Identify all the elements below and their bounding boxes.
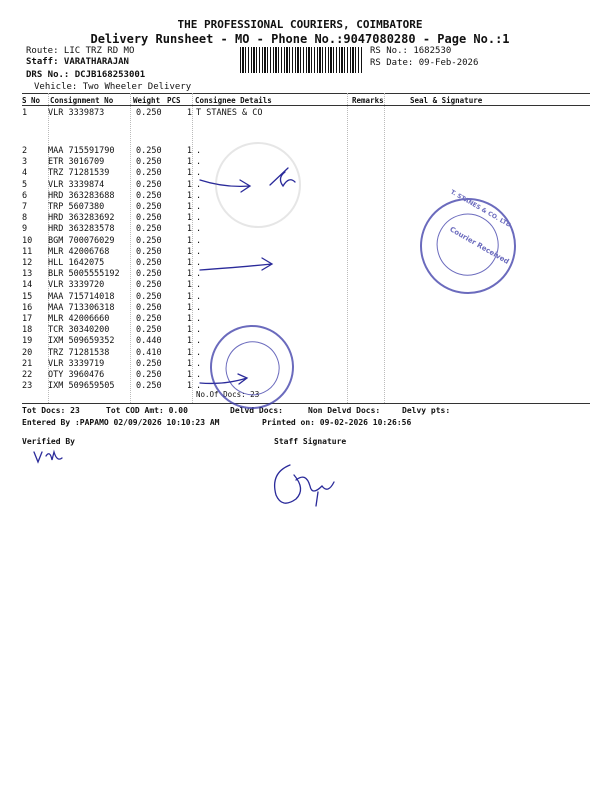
row-sno: 8 (22, 213, 28, 224)
row-consignment: MLR 42006768 (48, 246, 110, 257)
row-consignment: HRD 363283688 (48, 190, 115, 201)
col-remarks: Remarks (352, 96, 384, 105)
col-weight: Weight (133, 96, 161, 105)
row-sno: 9 (22, 224, 28, 235)
rs-date: RS Date: 09-Feb-2026 (370, 58, 479, 68)
row-sno: 4 (22, 168, 28, 179)
row-pcs: 1 (186, 246, 192, 257)
row-sno: 14 (22, 280, 33, 291)
row-pcs: 1 (186, 179, 192, 190)
row-weight: 0.250 (136, 213, 162, 224)
row-consignment: HLL 1642075 (48, 258, 105, 269)
row-sno: 16 (22, 302, 33, 313)
row-weight: 0.250 (136, 235, 162, 246)
signature-icon (275, 465, 334, 506)
row-consignee: . (196, 213, 202, 224)
row-consignment: HRD 363283578 (48, 224, 115, 235)
row-weight: 0.250 (136, 157, 162, 168)
row-consignment: BLR 5005555192 (48, 269, 120, 280)
row-pcs: 1 (186, 291, 192, 302)
row-consignee: . (196, 190, 202, 201)
stamp-company: T. STANES & CO. LTD. (449, 188, 515, 231)
row-weight: 0.250 (136, 358, 162, 369)
row-consignment: HRD 363283692 (48, 213, 115, 224)
delivered-docs: Delvd Docs: (230, 406, 283, 415)
stamp-text: Courier Received (448, 225, 511, 266)
vehicle-label: Vehicle: Two Wheeler Delivery (34, 82, 192, 92)
row-consignment: MAA 715591790 (48, 146, 115, 156)
staff-label: Staff: VARATHARAJAN (26, 57, 129, 67)
row-consignment: IXM 509659505 (48, 381, 115, 392)
row-weight: 0.250 (136, 168, 162, 179)
col-seal: Seal & Signature (410, 96, 483, 105)
entered-by: Entered By :PAPAMO 02/09/2026 10:10:23 AM (22, 418, 220, 427)
runsheet-title: Delivery Runsheet - MO - Phone No.:9047080280 - Page No.:1 (90, 32, 510, 46)
row-sno: 23 (22, 381, 33, 392)
row-pcs: 1 (186, 336, 192, 347)
row-consignment: MLR 42006660 (48, 314, 110, 325)
row-pcs: 1 (186, 347, 192, 358)
delivery-points: Delvy pts: (402, 406, 451, 415)
printed-on: Printed on: 09-02-2026 10:26:56 (262, 418, 412, 427)
no-of-docs: No.Of Docs: 23 (196, 390, 260, 399)
row-pcs: 1 (186, 235, 192, 246)
row-sno: 11 (22, 246, 33, 257)
row-consignment: TCR 30340200 (48, 325, 110, 336)
row-sno: 10 (22, 235, 33, 246)
faded-stamp (215, 142, 301, 228)
row-consignee: . (196, 358, 202, 369)
row-sno: 17 (22, 314, 33, 325)
route-label: Route: LIC TRZ RD MO (26, 46, 135, 56)
row-weight: 0.250 (136, 291, 162, 302)
row-consignee: . (196, 157, 202, 168)
row-consignment: TRP 5607380 (48, 202, 105, 213)
row-consignment: VLR 3339719 (48, 358, 105, 369)
row-sno: 5 (22, 179, 28, 190)
row-sno: 13 (22, 269, 33, 280)
row-consignee: . (196, 269, 202, 280)
row-pcs: 1 (186, 190, 192, 201)
row-consignment: MAA 715714018 (48, 291, 115, 302)
rs-number: RS No.: 1682530 (370, 46, 452, 56)
row-consignment: MAA 713306318 (48, 302, 115, 313)
row-pcs: 1 (186, 381, 192, 392)
row-weight: 0.410 (136, 347, 162, 358)
row-consignee: . (196, 258, 202, 269)
drs-number: DRS No.: DCJB168253001 (26, 70, 146, 80)
row-pcs: 1 (186, 314, 192, 325)
row-consignment: VLR 3339873 (48, 108, 105, 118)
row-sno: 2 (22, 146, 28, 156)
row-consignee: . (196, 370, 202, 381)
row-consignment: ETR 3016709 (48, 157, 105, 168)
col-sno: S No (22, 96, 41, 105)
row-consignee: . (196, 280, 202, 291)
row-pcs: 1 (186, 157, 192, 168)
row-pcs: 1 (186, 146, 192, 156)
col-consignment: Consignment No (50, 96, 114, 105)
row-sno: 21 (22, 358, 33, 369)
row-consignee: . (196, 224, 202, 235)
row-consignee: . (196, 291, 202, 302)
row-pcs: 1 (186, 269, 192, 280)
row-consignment: VLR 3339874 (48, 179, 105, 190)
row-pcs: 1 (186, 302, 192, 313)
row-weight: 0.250 (136, 314, 162, 325)
row-weight: 0.250 (136, 280, 162, 291)
row-consignment: VLR 3339720 (48, 280, 105, 291)
total-docs: Tot Docs: 23 (22, 406, 80, 415)
row-weight: 0.250 (136, 190, 162, 201)
row-consignee: . (196, 179, 202, 190)
row-weight: 0.250 (136, 370, 162, 381)
row-pcs: 1 (186, 370, 192, 381)
row-consignee: . (196, 202, 202, 213)
row-weight: 0.250 (136, 108, 162, 118)
row-consignee: T STANES & CO (196, 108, 263, 118)
row-consignee: . (196, 168, 202, 179)
row-consignee: . (196, 302, 202, 313)
row-consignment: OTY 3960476 (48, 370, 105, 381)
row-sno: 6 (22, 190, 28, 201)
row-weight: 0.250 (136, 202, 162, 213)
row-consignee: . (196, 336, 202, 347)
row-pcs: 1 (186, 168, 192, 179)
row-consignee: . (196, 314, 202, 325)
row-weight: 0.250 (136, 302, 162, 313)
arrow-icon (200, 258, 272, 270)
row-pcs: 1 (186, 224, 192, 235)
row-consignee: . (196, 381, 202, 392)
col-pcs: PCS (167, 96, 181, 105)
total-cod: Tot COD Amt: 0.00 (106, 406, 188, 415)
row-weight: 0.250 (136, 146, 162, 156)
row-pcs: 1 (186, 280, 192, 291)
row-weight: 0.250 (136, 179, 162, 190)
non-delivered-docs: Non Delvd Docs: (308, 406, 381, 415)
row-consignee: . (196, 347, 202, 358)
row-pcs: 1 (186, 325, 192, 336)
company-title: THE PROFESSIONAL COURIERS, COIMBATORE (177, 18, 423, 31)
row-sno: 19 (22, 336, 33, 347)
row-sno: 7 (22, 202, 28, 213)
staff-signature-label: Staff Signature (274, 437, 347, 446)
row-consignment: IXM 509659352 (48, 336, 115, 347)
col-consignee: Consignee Details (195, 96, 272, 105)
row-pcs: 1 (186, 358, 192, 369)
row-sno: 12 (22, 258, 33, 269)
row-sno: 18 (22, 325, 33, 336)
row-sno: 15 (22, 291, 33, 302)
row-pcs: 1 (186, 213, 192, 224)
row-weight: 0.250 (136, 246, 162, 257)
row-weight: 0.440 (136, 336, 162, 347)
row-weight: 0.250 (136, 258, 162, 269)
row-consignment: TRZ 71281538 (48, 347, 110, 358)
row-weight: 0.250 (136, 325, 162, 336)
row-consignment: BGM 700076029 (48, 235, 115, 246)
row-pcs: 1 (186, 258, 192, 269)
row-sno: 3 (22, 157, 28, 168)
row-weight: 0.250 (136, 269, 162, 280)
row-consignee: . (196, 146, 202, 156)
row-pcs: 1 (186, 202, 192, 213)
row-weight: 0.250 (136, 224, 162, 235)
row-sno: 1 (22, 108, 28, 118)
signature-icon (34, 452, 62, 462)
row-consignee: . (196, 235, 202, 246)
row-sno: 22 (22, 370, 33, 381)
row-pcs: 1 (186, 108, 192, 118)
row-consignee: . (196, 325, 202, 336)
verified-by-label: Verified By (22, 437, 75, 446)
row-consignment: TRZ 71281539 (48, 168, 110, 179)
row-sno: 20 (22, 347, 33, 358)
row-consignee: . (196, 246, 202, 257)
row-weight: 0.250 (136, 381, 162, 392)
